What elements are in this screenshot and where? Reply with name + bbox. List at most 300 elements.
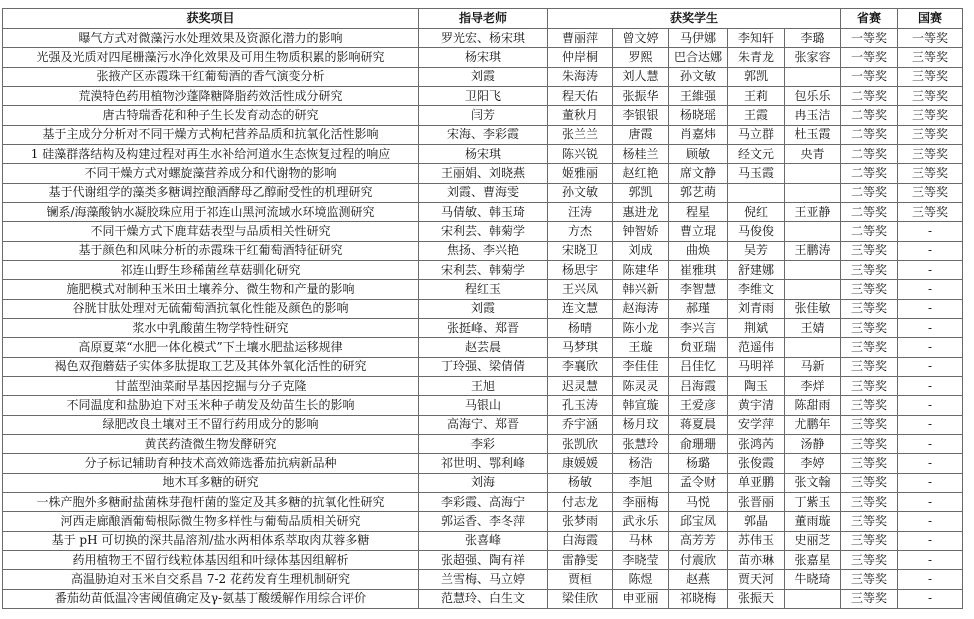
student-cell: 曲焕 [669, 241, 728, 260]
project-cell: 光强及光质对四尾栅藻污水净化效果及可用生物质积累的影响研究 [3, 48, 419, 67]
student-cell [785, 222, 841, 241]
student-cell: 马新 [785, 357, 841, 376]
student-cell: 贾天河 [728, 570, 785, 589]
student-cell: 牛晓琦 [785, 570, 841, 589]
table-row [3, 376, 963, 395]
provincial-award-cell: 三等奖 [841, 357, 898, 376]
student-cell: 朱海涛 [548, 67, 613, 86]
student-cell: 冉玉洁 [785, 106, 841, 125]
table-row [3, 434, 963, 453]
student-cell: 尤鹏年 [785, 415, 841, 434]
student-cell: 杨思宇 [548, 260, 613, 279]
student-cell: 连文慧 [548, 299, 613, 318]
project-cell: 不同干燥方式对螺旋藻营养成分和代谢物的影响 [3, 164, 419, 183]
student-cell: 经文元 [728, 144, 785, 163]
student-cell: 陈兴锐 [548, 144, 613, 163]
table-row [3, 164, 963, 183]
national-award-cell: 三等奖 [898, 164, 963, 183]
student-cell: 赵红艳 [613, 164, 669, 183]
student-cell: 白海霞 [548, 531, 613, 550]
provincial-award-cell: 三等奖 [841, 531, 898, 550]
advisor-cell: 卫阳飞 [419, 86, 548, 105]
table-row [3, 260, 963, 279]
project-cell: 绿肥改良土壤对王不留行药用成分的影响 [3, 415, 419, 434]
project-cell: 番茄幼苗低温冷害阈值确定及γ-氨基丁酸缓解作用综合评价 [3, 589, 419, 608]
provincial-award-cell: 三等奖 [841, 338, 898, 357]
advisor-cell: 罗光宏、杨宋琪 [419, 29, 548, 48]
student-cell: 马悦 [669, 492, 728, 511]
student-cell: 董秋月 [548, 106, 613, 125]
student-cell: 倪红 [728, 202, 785, 221]
student-cell: 刘成 [613, 241, 669, 260]
student-cell: 王鹏涛 [785, 241, 841, 260]
student-cell: 张文翰 [785, 473, 841, 492]
table-row [3, 183, 963, 202]
advisor-cell: 杨宋琪 [419, 144, 548, 163]
advisor-cell: 赵芸晨 [419, 338, 548, 357]
table-row [3, 106, 963, 125]
header-advisor: 指导老师 [419, 9, 548, 29]
provincial-award-cell: 二等奖 [841, 144, 898, 163]
table-row [3, 357, 963, 376]
project-cell: 浆水中乳酸菌生物学特性研究 [3, 318, 419, 337]
student-cell [785, 164, 841, 183]
student-cell: 韩宣璇 [613, 396, 669, 415]
student-cell: 马梦琪 [548, 338, 613, 357]
national-award-cell: - [898, 415, 963, 434]
table-row [3, 29, 963, 48]
student-cell: 李维文 [728, 280, 785, 299]
advisor-cell: 程红玉 [419, 280, 548, 299]
student-cell: 李丽梅 [613, 492, 669, 511]
student-cell: 杨晓瑶 [669, 106, 728, 125]
advisor-cell: 刘霞 [419, 67, 548, 86]
student-cell: 杨晴 [548, 318, 613, 337]
project-cell: 高温胁迫对玉米自交系昌 7-2 花药发育生理机制研究 [3, 570, 419, 589]
advisor-cell: 焦扬、李兴艳 [419, 241, 548, 260]
national-award-cell: 三等奖 [898, 106, 963, 125]
table-row [3, 492, 963, 511]
student-cell: 赵燕 [669, 570, 728, 589]
student-cell [785, 280, 841, 299]
advisor-cell: 宋利芸、韩菊学 [419, 222, 548, 241]
provincial-award-cell: 一等奖 [841, 67, 898, 86]
advisor-cell: 宋海、李彩霞 [419, 125, 548, 144]
student-cell: 苗亦琳 [728, 550, 785, 569]
student-cell: 钟智娇 [613, 222, 669, 241]
table-row [3, 396, 963, 415]
student-cell: 张嘉星 [785, 550, 841, 569]
student-cell: 孔玉涛 [548, 396, 613, 415]
table-body [3, 29, 963, 609]
advisor-cell: 张喜峰 [419, 531, 548, 550]
provincial-award-cell: 二等奖 [841, 202, 898, 221]
student-cell: 程星 [669, 202, 728, 221]
student-cell: 李烊 [785, 376, 841, 395]
project-cell: 不同温度和盐胁迫下对玉米种子萌发及幼苗生长的影响 [3, 396, 419, 415]
advisor-cell: 杨宋琪 [419, 48, 548, 67]
student-cell: 王霞 [728, 106, 785, 125]
student-cell: 李知轩 [728, 29, 785, 48]
header-students: 获奖学生 [548, 9, 841, 29]
student-cell: 马林 [613, 531, 669, 550]
table-row [3, 512, 963, 531]
national-award-cell: - [898, 376, 963, 395]
table-row [3, 570, 963, 589]
student-cell: 丁紫玉 [785, 492, 841, 511]
project-cell: 1 硅藻群落结构及构建过程对再生水补给河道水生态恢复过程的响应 [3, 144, 419, 163]
student-cell: 荆斌 [728, 318, 785, 337]
project-cell: 镧系/海藻酸钠水凝胶珠应用于祁连山黑河流域水环境监测研究 [3, 202, 419, 221]
national-award-cell: - [898, 357, 963, 376]
table-row [3, 125, 963, 144]
provincial-award-cell: 三等奖 [841, 473, 898, 492]
table-row [3, 589, 963, 608]
student-cell: 刘青雨 [728, 299, 785, 318]
national-award-cell: - [898, 531, 963, 550]
national-award-cell: 三等奖 [898, 48, 963, 67]
student-cell: 马俊俊 [728, 222, 785, 241]
project-cell: 唐古特瑞香花和种子生长发育动态的研究 [3, 106, 419, 125]
student-cell: 安学萍 [728, 415, 785, 434]
project-cell: 基于代谢组学的藻类多糖调控酿酒酵母乙醇耐受性的机理研究 [3, 183, 419, 202]
national-award-cell: - [898, 492, 963, 511]
provincial-award-cell: 三等奖 [841, 376, 898, 395]
advisor-cell: 刘霞 [419, 299, 548, 318]
student-cell: 俞珊珊 [669, 434, 728, 453]
advisor-cell: 郭运香、李冬萍 [419, 512, 548, 531]
advisor-cell: 刘霞、曹海雯 [419, 183, 548, 202]
student-cell: 张梦雨 [548, 512, 613, 531]
student-cell: 韩兴新 [613, 280, 669, 299]
advisor-cell: 兰雪梅、马立婷 [419, 570, 548, 589]
advisor-cell: 马倩敏、韩玉琦 [419, 202, 548, 221]
student-cell: 邱宝凤 [669, 512, 728, 531]
student-cell: 康媛媛 [548, 454, 613, 473]
student-cell: 王維强 [669, 86, 728, 105]
student-cell: 汤静 [785, 434, 841, 453]
student-cell: 王璇 [613, 338, 669, 357]
national-award-cell: - [898, 222, 963, 241]
advisor-cell: 祁世明、鄂利峰 [419, 454, 548, 473]
project-cell: 分子标记辅助育种技术高效筛选番茄抗病新品种 [3, 454, 419, 473]
table-row [3, 48, 963, 67]
table-row [3, 473, 963, 492]
national-award-cell: - [898, 241, 963, 260]
national-award-cell: - [898, 299, 963, 318]
provincial-award-cell: 二等奖 [841, 125, 898, 144]
provincial-award-cell: 三等奖 [841, 492, 898, 511]
project-cell: 基于主成分分析对不同干燥方式枸杞营养品质和抗氧化活性影响 [3, 125, 419, 144]
national-award-cell: - [898, 396, 963, 415]
national-award-cell: - [898, 454, 963, 473]
student-cell: 姬雅丽 [548, 164, 613, 183]
student-cell: 宋晓卫 [548, 241, 613, 260]
student-cell: 杨桂兰 [613, 144, 669, 163]
project-cell: 药用植物王不留行线粒体基因组和叶绿体基因组解析 [3, 550, 419, 569]
project-cell: 祁连山野生珍稀菌丝草菇驯化研究 [3, 260, 419, 279]
student-cell: 李智慧 [669, 280, 728, 299]
student-cell: 高芳芳 [669, 531, 728, 550]
student-cell: 张兰兰 [548, 125, 613, 144]
project-cell: 曝气方式对微藻污水处理效果及资源化潜力的影响 [3, 29, 419, 48]
student-cell: 马玉霞 [728, 164, 785, 183]
project-cell: 基于颜色和风味分析的赤霞珠干红葡萄酒特征研究 [3, 241, 419, 260]
national-award-cell: 三等奖 [898, 86, 963, 105]
student-cell: 王爱彦 [669, 396, 728, 415]
student-cell: 张鸿芮 [728, 434, 785, 453]
header-project: 获奖项目 [3, 9, 419, 29]
national-award-cell: - [898, 570, 963, 589]
student-cell: 马伊娜 [669, 29, 728, 48]
project-cell: 地木耳多糖的研究 [3, 473, 419, 492]
student-cell: 肖嘉炜 [669, 125, 728, 144]
table-row [3, 222, 963, 241]
header-national: 国赛 [898, 9, 963, 29]
student-cell: 舒建娜 [728, 260, 785, 279]
student-cell: 张佳敏 [785, 299, 841, 318]
student-cell: 张慧玲 [613, 434, 669, 453]
student-cell: 梁佳欣 [548, 589, 613, 608]
student-cell: 申亚丽 [613, 589, 669, 608]
student-cell: 孟令财 [669, 473, 728, 492]
student-cell: 董雨璇 [785, 512, 841, 531]
student-cell: 王婧 [785, 318, 841, 337]
national-award-cell: 一等奖 [898, 29, 963, 48]
student-cell: 李兴言 [669, 318, 728, 337]
student-cell: 曹丽萍 [548, 29, 613, 48]
student-cell: 曾文婷 [613, 29, 669, 48]
student-cell: 王兴凤 [548, 280, 613, 299]
advisor-cell: 宋利芸、韩菊学 [419, 260, 548, 279]
student-cell: 朱青龙 [728, 48, 785, 67]
student-cell: 郭凯 [728, 67, 785, 86]
table-row [3, 202, 963, 221]
student-cell: 刘人慧 [613, 67, 669, 86]
student-cell: 蒋夏晨 [669, 415, 728, 434]
student-cell: 乔宇涵 [548, 415, 613, 434]
student-cell: 史丽芝 [785, 531, 841, 550]
student-cell: 迟灵慧 [548, 376, 613, 395]
student-cell: 武永乐 [613, 512, 669, 531]
project-cell: 褐色双孢蘑菇子实体多肽提取工艺及其体外氧化活性的研究 [3, 357, 419, 376]
student-cell: 唐霞 [613, 125, 669, 144]
table-row [3, 144, 963, 163]
table-row [3, 318, 963, 337]
student-cell [785, 338, 841, 357]
national-award-cell: - [898, 280, 963, 299]
student-cell: 李佳佳 [613, 357, 669, 376]
awards-table [2, 8, 963, 609]
student-cell [785, 589, 841, 608]
student-cell: 仲岸桐 [548, 48, 613, 67]
project-cell: 河西走廊酿酒葡萄根际微生物多样性与葡萄品质相关研究 [3, 512, 419, 531]
advisor-cell: 马银山 [419, 396, 548, 415]
provincial-award-cell: 三等奖 [841, 280, 898, 299]
student-cell: 陈建华 [613, 260, 669, 279]
student-cell: 李旭 [613, 473, 669, 492]
student-cell: 席文静 [669, 164, 728, 183]
national-award-cell: - [898, 434, 963, 453]
student-cell: 李璐 [785, 29, 841, 48]
advisor-cell: 王旭 [419, 376, 548, 395]
student-cell [785, 260, 841, 279]
student-cell: 罗熙 [613, 48, 669, 67]
table-row [3, 299, 963, 318]
provincial-award-cell: 二等奖 [841, 164, 898, 183]
project-cell: 荒漠特色药用植物沙蓬降糖降脂药效活性成分研究 [3, 86, 419, 105]
student-cell: 陈煜 [613, 570, 669, 589]
provincial-award-cell: 三等奖 [841, 570, 898, 589]
student-cell: 方杰 [548, 222, 613, 241]
national-award-cell: - [898, 589, 963, 608]
table-row [3, 550, 963, 569]
student-cell: 程天佑 [548, 86, 613, 105]
national-award-cell: - [898, 550, 963, 569]
provincial-award-cell: 三等奖 [841, 241, 898, 260]
student-cell: 马明祥 [728, 357, 785, 376]
student-cell: 郭凯 [613, 183, 669, 202]
provincial-award-cell: 三等奖 [841, 396, 898, 415]
student-cell: 杨璐 [669, 454, 728, 473]
student-cell: 祁晓梅 [669, 589, 728, 608]
student-cell: 陈甜雨 [785, 396, 841, 415]
advisor-cell: 张挺峰、郑晋 [419, 318, 548, 337]
student-cell: 曹立琨 [669, 222, 728, 241]
student-cell: 惠进龙 [613, 202, 669, 221]
student-cell: 雷静雯 [548, 550, 613, 569]
student-cell: 吕佳忆 [669, 357, 728, 376]
provincial-award-cell: 三等奖 [841, 454, 898, 473]
student-cell: 杨敏 [548, 473, 613, 492]
advisor-cell: 王丽娟、刘晓燕 [419, 164, 548, 183]
student-cell: 张家容 [785, 48, 841, 67]
provincial-award-cell: 三等奖 [841, 260, 898, 279]
national-award-cell: - [898, 338, 963, 357]
table-row [3, 280, 963, 299]
advisor-cell: 范慧玲、白生文 [419, 589, 548, 608]
student-cell: 杜玉霞 [785, 125, 841, 144]
table-row [3, 338, 963, 357]
national-award-cell: 三等奖 [898, 67, 963, 86]
project-cell: 黄芪药渣微生物发酵研究 [3, 434, 419, 453]
national-award-cell: - [898, 473, 963, 492]
project-cell: 一株产胞外多糖耐盐菌株芽孢杆菌的鉴定及其多糖的抗氧化性研究 [3, 492, 419, 511]
student-cell: 央青 [785, 144, 841, 163]
student-cell: 孙文敏 [548, 183, 613, 202]
provincial-award-cell: 二等奖 [841, 222, 898, 241]
project-cell: 基于 pH 可切换的深共晶溶剂/盐水两相体系萃取肉苁蓉多糖 [3, 531, 419, 550]
student-cell: 张凯欣 [548, 434, 613, 453]
student-cell: 孙文敏 [669, 67, 728, 86]
provincial-award-cell: 二等奖 [841, 106, 898, 125]
provincial-award-cell: 二等奖 [841, 183, 898, 202]
header-provincial: 省赛 [841, 9, 898, 29]
table-row [3, 67, 963, 86]
student-cell: 付志龙 [548, 492, 613, 511]
table-header [3, 9, 963, 29]
provincial-award-cell: 三等奖 [841, 318, 898, 337]
student-cell: 吴芳 [728, 241, 785, 260]
student-cell: 苏伟玉 [728, 531, 785, 550]
student-cell: 范遥伟 [728, 338, 785, 357]
student-cell: 李银银 [613, 106, 669, 125]
student-cell: 王亚静 [785, 202, 841, 221]
provincial-award-cell: 三等奖 [841, 415, 898, 434]
student-cell: 付震欣 [669, 550, 728, 569]
student-cell: 黄宇清 [728, 396, 785, 415]
student-cell: 顾敏 [669, 144, 728, 163]
student-cell [785, 67, 841, 86]
student-cell: 陶玉 [728, 376, 785, 395]
national-award-cell: 三等奖 [898, 144, 963, 163]
advisor-cell: 李彩 [419, 434, 548, 453]
student-cell: 贾桓 [548, 570, 613, 589]
provincial-award-cell: 三等奖 [841, 589, 898, 608]
project-cell: 高原夏菜“水肥一体化模式”下土壤水肥盐运移规律 [3, 338, 419, 357]
student-cell: 郭晶 [728, 512, 785, 531]
provincial-award-cell: 二等奖 [841, 86, 898, 105]
project-cell: 施肥模式对制种玉米田土壤养分、微生物和产量的影响 [3, 280, 419, 299]
student-cell: 郝瑾 [669, 299, 728, 318]
student-cell: 吕海霞 [669, 376, 728, 395]
student-cell: 张俊霞 [728, 454, 785, 473]
national-award-cell: - [898, 260, 963, 279]
provincial-award-cell: 三等奖 [841, 550, 898, 569]
student-cell [728, 183, 785, 202]
student-cell: 李晓莹 [613, 550, 669, 569]
student-cell: 郭艺萌 [669, 183, 728, 202]
student-cell: 杨浩 [613, 454, 669, 473]
table-row [3, 415, 963, 434]
student-cell: 巴合达娜 [669, 48, 728, 67]
project-cell: 甘蓝型油菜耐旱基因挖掘与分子克隆 [3, 376, 419, 395]
student-cell [785, 183, 841, 202]
national-award-cell: - [898, 318, 963, 337]
project-cell: 张掖产区赤霞珠干红葡萄酒的香气演变分析 [3, 67, 419, 86]
provincial-award-cell: 三等奖 [841, 512, 898, 531]
student-cell: 单亚鹏 [728, 473, 785, 492]
table-row [3, 86, 963, 105]
national-award-cell: 三等奖 [898, 202, 963, 221]
student-cell: 张晋丽 [728, 492, 785, 511]
advisor-cell: 刘海 [419, 473, 548, 492]
student-cell: 陈小龙 [613, 318, 669, 337]
student-cell: 张振天 [728, 589, 785, 608]
project-cell: 不同干燥方式下鹿茸菇表型与品质相关性研究 [3, 222, 419, 241]
student-cell: 陈灵灵 [613, 376, 669, 395]
student-cell: 汪涛 [548, 202, 613, 221]
project-cell: 谷胱甘肽处理对无硫葡萄酒抗氧化性能及颜色的影响 [3, 299, 419, 318]
table-row [3, 454, 963, 473]
national-award-cell: 三等奖 [898, 183, 963, 202]
provincial-award-cell: 一等奖 [841, 48, 898, 67]
student-cell: 李襄欣 [548, 357, 613, 376]
student-cell: 王莉 [728, 86, 785, 105]
provincial-award-cell: 一等奖 [841, 29, 898, 48]
student-cell: 杨月玟 [613, 415, 669, 434]
national-award-cell: 三等奖 [898, 125, 963, 144]
advisor-cell: 李彩霞、高海宁 [419, 492, 548, 511]
advisor-cell: 丁玲强、梁倩倩 [419, 357, 548, 376]
student-cell: 崔雅琪 [669, 260, 728, 279]
student-cell: 马立群 [728, 125, 785, 144]
provincial-award-cell: 三等奖 [841, 434, 898, 453]
national-award-cell: - [898, 512, 963, 531]
table-row [3, 241, 963, 260]
student-cell: 贠亚瑞 [669, 338, 728, 357]
student-cell: 张振华 [613, 86, 669, 105]
